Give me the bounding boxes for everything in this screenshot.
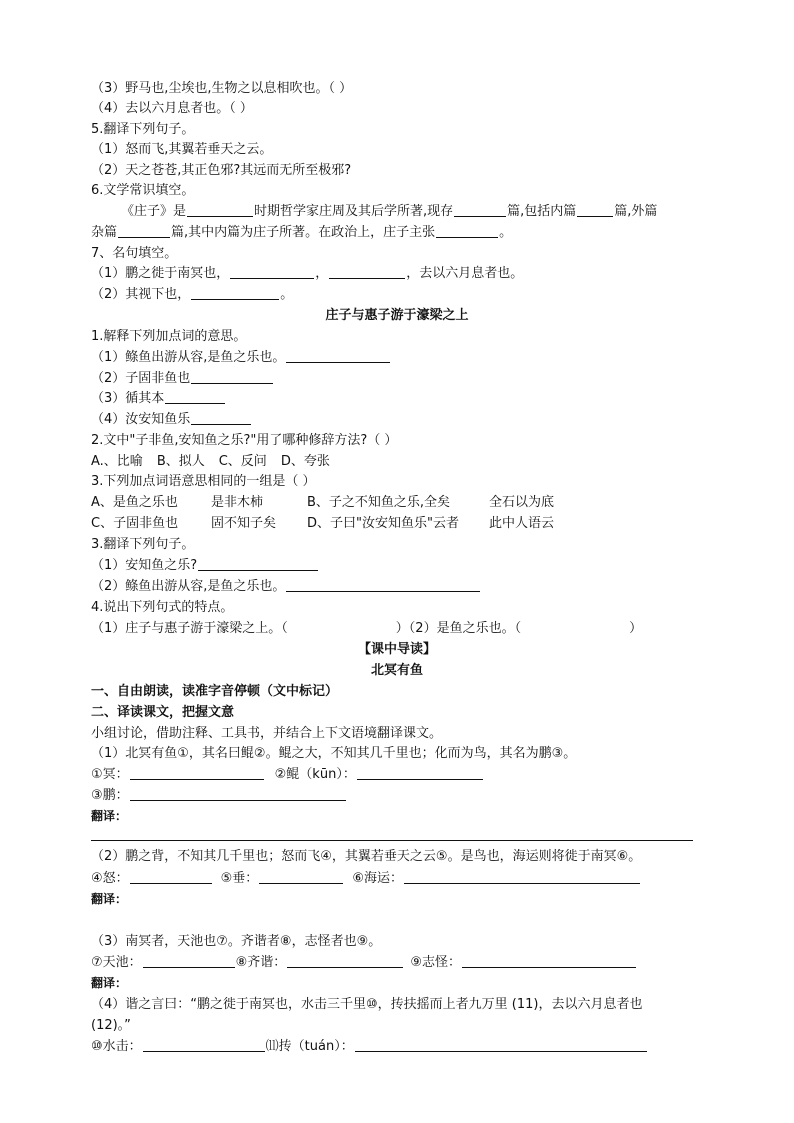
s2-question-4-title: 4.说出下列句式的特点。 xyxy=(91,600,234,615)
notes-row-4: ⑦天池： ⑧齐谐： ⑨志怪： xyxy=(91,954,637,971)
section-title: 庄子与惠子游于濠梁之上 xyxy=(325,308,469,323)
question-6-line-2: 杂篇 篇,其中内篇为庄子所著。在政治上，庄子主张 。 xyxy=(91,225,513,240)
s2-question-3-title: 3.下列加点词语意思相同的一组是（ ） xyxy=(91,474,316,489)
option-c[interactable]: C、子固非鱼也 xyxy=(91,516,179,531)
s2-question-4-items: （1）庄子与惠子游于濠梁之上。（ ）（2）是鱼之乐也。（ ） xyxy=(91,621,643,636)
blank[interactable] xyxy=(230,265,314,279)
blank[interactable] xyxy=(130,870,212,884)
blank[interactable] xyxy=(462,954,636,968)
question-7-title: 7、名句填空。 xyxy=(91,246,178,261)
question-4: （4）去以六月息者也。（ ） xyxy=(91,101,253,116)
option-d[interactable]: D、夸张 xyxy=(280,454,330,469)
question-6-line-1: 《庄子》是 时期哲学家庄周及其后学所著,现存 篇,包括内篇 篇,外篇 xyxy=(121,204,658,219)
guide-header: 【课中导读】 xyxy=(357,642,436,657)
blank[interactable] xyxy=(577,203,613,217)
blank[interactable] xyxy=(198,557,318,571)
blank[interactable] xyxy=(357,766,483,780)
blank[interactable] xyxy=(191,370,273,384)
passage-paragraph-3: （3）南冥者，天池也⑦。齐谐者⑧，志怪者也⑨。 xyxy=(91,934,382,949)
discussion-intro: 小组讨论，借助注释、工具书，并结合上下文语境翻译课文。 xyxy=(91,726,443,741)
option-d[interactable]: D、子曰"汝安知鱼乐"云者 xyxy=(307,516,459,531)
option-b[interactable]: B、拟人 xyxy=(156,454,205,469)
question-7-item-2: （2）其视下也， 。 xyxy=(91,287,294,302)
part-1-heading: 一、自由朗读，读准字音停顿（文中标记） xyxy=(91,684,339,699)
passage-paragraph-4a: （4）谐之言曰：“鹏之徙于南冥也，水击三千里⑩，抟扶摇而上者九万里 (11)，去以六月息者也 xyxy=(91,997,643,1012)
translate-label: 翻译： xyxy=(91,976,128,990)
notes-row-5: ⑩水击： ⑾抟（tuán）： xyxy=(91,1038,648,1055)
s2-translate-item-1: （1）安知鱼之乐? xyxy=(91,557,319,574)
s2-question-1-item-3: （3）循其本 xyxy=(91,390,226,407)
blank[interactable] xyxy=(454,203,506,217)
translate-label: 翻译： xyxy=(91,809,128,823)
blank[interactable] xyxy=(436,224,498,238)
blank[interactable] xyxy=(286,349,390,363)
s2-question-2-title: 2.文中"子非鱼,安知鱼之乐?"用了哪种修辞方法?（ ） xyxy=(91,433,398,448)
blank[interactable] xyxy=(165,390,225,404)
option-a[interactable]: A.、比喻 xyxy=(91,454,143,469)
s2-question-1-item-1: （1）鲦鱼出游从容,是鱼之乐也。 xyxy=(91,349,391,366)
worksheet-page: （3）野马也,尘埃也,生物之以息相吹也。（ ） （4）去以六月息者也。（ ） 5.翻译下列句子。 （1）怒而飞,其翼若垂天之云。 （2）天之苍苍,其正色邪?其远而无所至极邪? 6.文学常识填空。 《庄子》是 时期哲学家庄周及其后学所著,现存 篇,包括内篇 篇,外篇 杂篇 篇,其中内篇为庄子所著。在政治上，庄子主张 。 7、名句填空。 （1）鹏之徙于南冥也， ， ，去以六月息者也。 （2）其视下也， 。 庄子与惠子游于濠梁之上 1.解释下列加点词的意思。 （1）鲦鱼出游从容,是鱼之乐也。 （2）子固非鱼也 （3）循其本 （4）汝安知鱼乐 2.文中"子非鱼,安知鱼之乐?"用了哪种修辞方法?（ ） A.、比喻 B、拟人 C、反问 D、夸张 3.下列加点词语意思相同的一组是（ ） A、是鱼之乐也 是非木柿 B、子之不知鱼之乐,全矣 全石以为底 C、子固非鱼也 固不知子矣 D、子曰"汝安知鱼乐"云者 此中人语云 3.翻译下列句子。 （1）安知鱼之乐? （2）鲦鱼出游从容,是鱼之乐也。 4.说出下列句式的特点。 （1）庄子与惠子游于濠梁之上。（ ）（2）是鱼之乐也。（ ） 【课中导读】 北冥有鱼 一、自由朗读，读准字音停顿（文中标记） 二、译读课文，把握文意 小组讨论，借助注释、工具书，并结合上下文语境翻译课文。 （1）北冥有鱼①，其名曰鲲②。鲲之大，不知其几千里也；化而为鸟，其名为鹏③。 ①冥： ②鲲（kūn）： ③鹏： 翻译： （2）鹏之背，不知其几千里也；怒而飞④，其翼若垂天之云⑤。是鸟也，海运则将徙于南冥⑥。 ④怒： ⑤垂： ⑥海运： 翻译： （3）南冥者，天池也⑦。齐谐者⑧，志怪者也⑨。 ⑦天池： ⑧齐谐： ⑨志怪： 翻译： （4）谐之言曰：“鹏之徙于南冥也，水击三千里⑩，抟扶摇而上者九万里 (11)，去以六月息者也 (12)。” ⑩水击： ⑾抟（tuán）： xyxy=(0,0,794,1123)
option-c[interactable]: C、反问 xyxy=(218,454,267,469)
question-5-item-2: （2）天之苍苍,其正色邪?其远而无所至极邪? xyxy=(91,163,352,178)
part-2-heading: 二、译读课文，把握文意 xyxy=(91,705,235,720)
blank[interactable] xyxy=(191,411,251,425)
passage-paragraph-4b: (12)。” xyxy=(91,1018,131,1033)
s2-translate-title: 3.翻译下列句子。 xyxy=(91,537,195,552)
blank[interactable] xyxy=(143,954,235,968)
passage-paragraph-1: （1）北冥有鱼①，其名曰鲲②。鲲之大，不知其几千里也；化而为鸟，其名为鹏③。 xyxy=(91,746,577,761)
s2-translate-item-2: （2）鲦鱼出游从容,是鱼之乐也。 xyxy=(91,578,481,595)
notes-row-2: ③鹏： xyxy=(91,787,347,804)
blank[interactable] xyxy=(118,224,170,238)
blank[interactable] xyxy=(191,286,279,300)
blank[interactable] xyxy=(355,1038,647,1052)
answer-line[interactable] xyxy=(91,840,693,841)
s2-question-1-title: 1.解释下列加点词的意思。 xyxy=(91,329,247,344)
question-6-title: 6.文学常识填空。 xyxy=(91,183,195,198)
blank[interactable] xyxy=(259,870,343,884)
option-b[interactable]: B、子之不知鱼之乐,全矣 xyxy=(307,495,451,510)
s2-question-1-item-2: （2）子固非鱼也 xyxy=(91,370,274,387)
blank[interactable] xyxy=(329,265,405,279)
translate-label: 翻译： xyxy=(91,892,128,906)
question-3: （3）野马也,尘埃也,生物之以息相吹也。（ ） xyxy=(91,81,353,96)
blank[interactable] xyxy=(286,578,480,592)
blank[interactable] xyxy=(404,870,640,884)
passage-paragraph-2: （2）鹏之背，不知其几千里也；怒而飞④，其翼若垂天之云⑤。是鸟也，海运则将徙于南冥⑥。 xyxy=(91,849,642,864)
s2-question-1-item-4: （4）汝安知鱼乐 xyxy=(91,411,252,428)
notes-row-3: ④怒： ⑤垂： ⑥海运： xyxy=(91,870,641,887)
option-a[interactable]: A、是鱼之乐也 xyxy=(91,495,178,510)
question-5-title: 5.翻译下列句子。 xyxy=(91,122,195,137)
blank[interactable] xyxy=(187,203,253,217)
blank[interactable] xyxy=(143,1038,265,1052)
notes-row-1: ①冥： ②鲲（kūn）： xyxy=(91,766,484,783)
question-7-item-1: （1）鹏之徙于南冥也， ， ，去以六月息者也。 xyxy=(91,266,524,281)
blank[interactable] xyxy=(130,787,346,801)
passage-title: 北冥有鱼 xyxy=(370,663,423,678)
question-5-item-1: （1）怒而飞,其翼若垂天之云。 xyxy=(91,142,273,157)
s2-question-2-options xyxy=(91,453,330,470)
blank[interactable] xyxy=(287,954,403,968)
blank[interactable] xyxy=(130,766,264,780)
